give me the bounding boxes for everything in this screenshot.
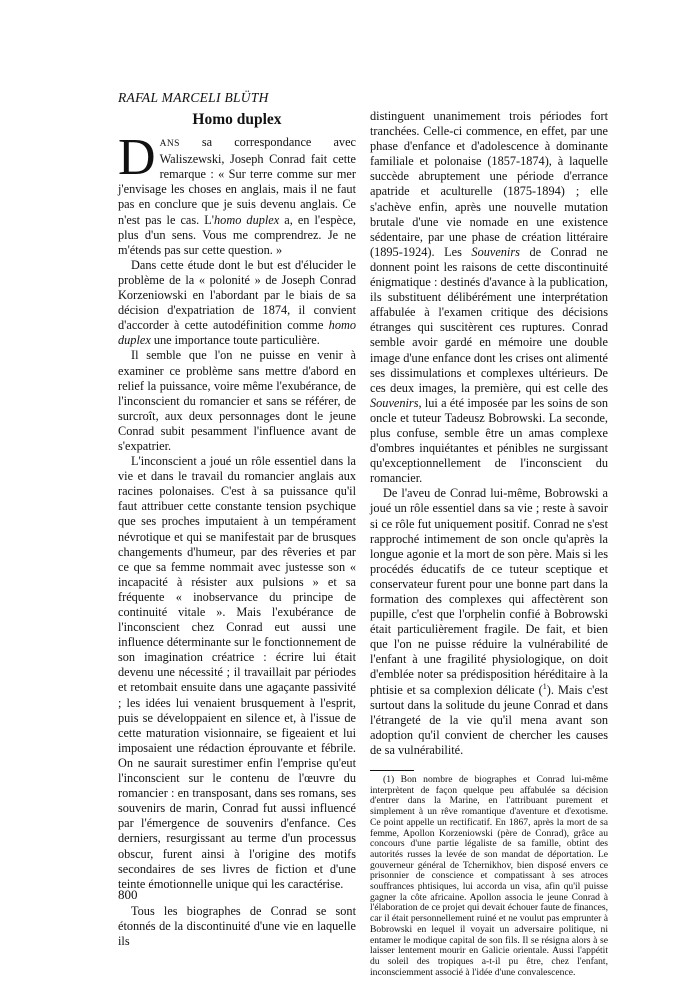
paragraph-2-italic: homo duplex: [118, 318, 356, 348]
paragraph-1-italic: homo duplex: [214, 212, 280, 227]
paragraph-7: [370, 486, 608, 758]
running-header-author: RAFAL MARCELI BLÜTH: [118, 90, 269, 105]
paragraph-7-text-b: ). Mais c'est surtout dans la solitude du jeune Conrad et dans l'étrangeté de la vie qu'il mena avant son adoption qu'il convient de chercher les causes de sa vulnérabilité.: [370, 682, 608, 757]
paragraph-6-text-a: distinguent unanimement trois périodes fort tranchées. Celle-ci commence, en effet, par une phase d'enfance et d'adolescence à dominante familiale et polonaise (1857-1874), à laquelle succède abruptement une période d'errance apatride et aculturelle (1875-1894) ; elle s'achève enfin, après une nouvelle mutation brutale d'une vie nomade en une existence sédentaire, par une phase de création littéraire (1895-1924). Les: [370, 109, 608, 259]
paragraph-6-text-b: de Conrad ne donnent point les raisons de cette discontinuité énigmatique : destinés d'avance à la publication, ils substituent délibérément une interprétation affabulée à l'examen critique des décisions étranges qui suscitèrent ces ruptures. Conrad semble avoir gardé en mémoire une double image d'une enfance dont les crises ont alimenté ses dissimulations et complexes ultérieurs. De ces deux images, la première, qui est celle des: [370, 244, 609, 395]
paragraph-4: L'inconscient a joué un rôle essentiel dans la vie et dans le travail du romancier anglais aux racines polonaises. C'est à sa puissance qu'il faut attribuer cette constante tension psychique que ses proches imputaient à un tempérament névrotique et qui se manifestait par de brusques changements d'humeur, par des rêveries et par ce que sa femme nommait avec justesse son « incapacité à résister aux pulsions » et sa fréquente « inobservance du principe de continuité vitale ». Mais l'exubérance de l'inconscient chez Conrad eut aussi une influence déterminante sur le fonctionnement de son imagination créatrice : écrire lui était devenu une nécessité ; il travaillait par périodes et retombait ensuite dans une agaçante passivité ; les idées lui venaient brusquement à l'esprit, puis se développaient en silence et, à l'issue de cette maturation visionnaire, se figeaient et lui imposaient une rédaction éprouvante et fébrile. On ne saurait surestimer enfin l'emprise qu'eut l'inconscient sur le contenu de l'œuvre du romancier : en transposant, dans ses romans, ses souvenirs de marin, Conrad fut aussi influencé par l'émergence de souvenirs d'enfance. Ces derniers, resurgissant au terme d'un processus obscur, furent ainsi à l'origine des motifs secondaires de ses livres de fiction et d'une teinte émotionnelle unique qui les caractérise.: [118, 454, 356, 891]
footnote-marker: 1: [542, 681, 547, 691]
small-caps-lead: ANS: [159, 139, 180, 150]
paragraph-6-italic-2: Souvenirs: [370, 395, 419, 410]
paragraph-5: Tous les biographes de Conrad se sont étonnés de la discontinuité d'une vie en laquelle ils: [118, 903, 356, 948]
paragraph-7-text-a: De l'aveu de Conrad lui-même, Bobrowski a joué un rôle essentiel dans sa vie ; reste à savoir si ce rôle fut uniquement positif. Conrad ne s'est rapproché intimement de son oncle qu'après la longue agonie et la mort de son père. Mais si les procédés éducatifs de ce tuteur sceptique et conservateur furent pour une bonne part dans la formation des complexes qui affectèrent son pupille, c'est que l'orphelin confié à Bobrowski était particulièrement fragile. De fait, et bien que l'on ne puisse réduire la vulnérabilité de l'enfant à une fragilité physiologique, on doit d'emblée noter sa prédisposition héréditaire à la phtisie et sa complexion délicate (: [370, 486, 608, 697]
article-title: Homo duplex: [192, 111, 282, 128]
left-column: [118, 109, 356, 949]
paragraph-2-text: Dans cette étude dont le but est d'élucider le problème de la « polonité » de Joseph Conrad Korzeniowski en l'abordant par le biais de sa décision d'expatriation de 1874, il convient d'accorder à cette autodéfinition comme: [118, 257, 356, 333]
paragraph-6: [370, 109, 608, 486]
paragraph-2-tail: une importance toute particulière.: [150, 333, 320, 348]
paragraph-2: [118, 258, 356, 349]
paragraph-6-text-c: , lui a été imposée par les soins de son oncle et tuteur Tadeusz Bobrowski. La seconde, plus confuse, semble être un amas complexe d'ombres inquiétantes et pénibles ne surgissant qu'exceptionnellement de l'inconscient du romancier.: [370, 395, 608, 486]
paragraph-3: Il semble que l'on ne puisse en venir à examiner ce problème sans mettre d'abord en relief la puissance, voire même l'exubérance, de l'inconscient du romancier et sans se référer, de surcroît, aux deux personnages dont le jeune Conrad subit pesamment l'influence avant de s'expatrier.: [118, 348, 356, 453]
page-number: 800: [118, 887, 138, 902]
paragraph-1-text: sa correspondance avec Waliszewski, Joseph Conrad fait cette remarque : « Sur terre comme sur mer j'envisage les choses en anglais, mais il ne faut pas en conclure que je suis devenu anglais. Ce n'est pas le cas. L': [118, 135, 356, 227]
paragraph-6-italic-1: Souvenirs: [471, 244, 520, 259]
drop-cap: D: [118, 129, 156, 187]
right-column: [370, 109, 608, 978]
paragraph-gap: [118, 892, 356, 904]
footnote-1: (1) Bon nombre de biographes et Conrad lui-même interprètent de façon quelque peu affabulée sa décision d'entrer dans la Marine, en l'attribuant purement et simplement à un rêve romantique d'aventure et d'exotisme. Ce point appelle un rectificatif. En 1867, après la mort de sa femme, Apollon Korzeniowski (père de Conrad), grâce au concours d'une partie légaliste de sa famille, obtint des autorités russes la levée de son mandat de déportation. Le gouverneur général de Tchernikhov, bien disposé envers ce prisonnier de conscience et compatissant à ses atroces souffrances phtisiques, lui accorda un visa, afin qu'il puisse gagner la côte africaine. Apollon associa le jeune Conrad à l'élaboration de ce projet qui devait échouer faute de finances, car il était personnellement ruiné et ne voulut pas emprunter à Bobrowski en lequel il voyait un adversaire politique, ni entamer le modique capital de son fils. Il se résigna alors à se laisser lentement mourir en Galicie orientale. Aussi l'appétit du soleil des tropiques a-t-il pu être, chez l'enfant, inconsciemment associé à l'idée d'une convalescence.: [370, 774, 608, 978]
paragraph-1: [118, 129, 356, 258]
footnote-rule: [370, 770, 414, 771]
paragraph-1-tail: a, en l'espèce, plus d'un sens. Vous me comprendrez. Je ne m'étends pas sur cette question. »: [118, 212, 356, 257]
